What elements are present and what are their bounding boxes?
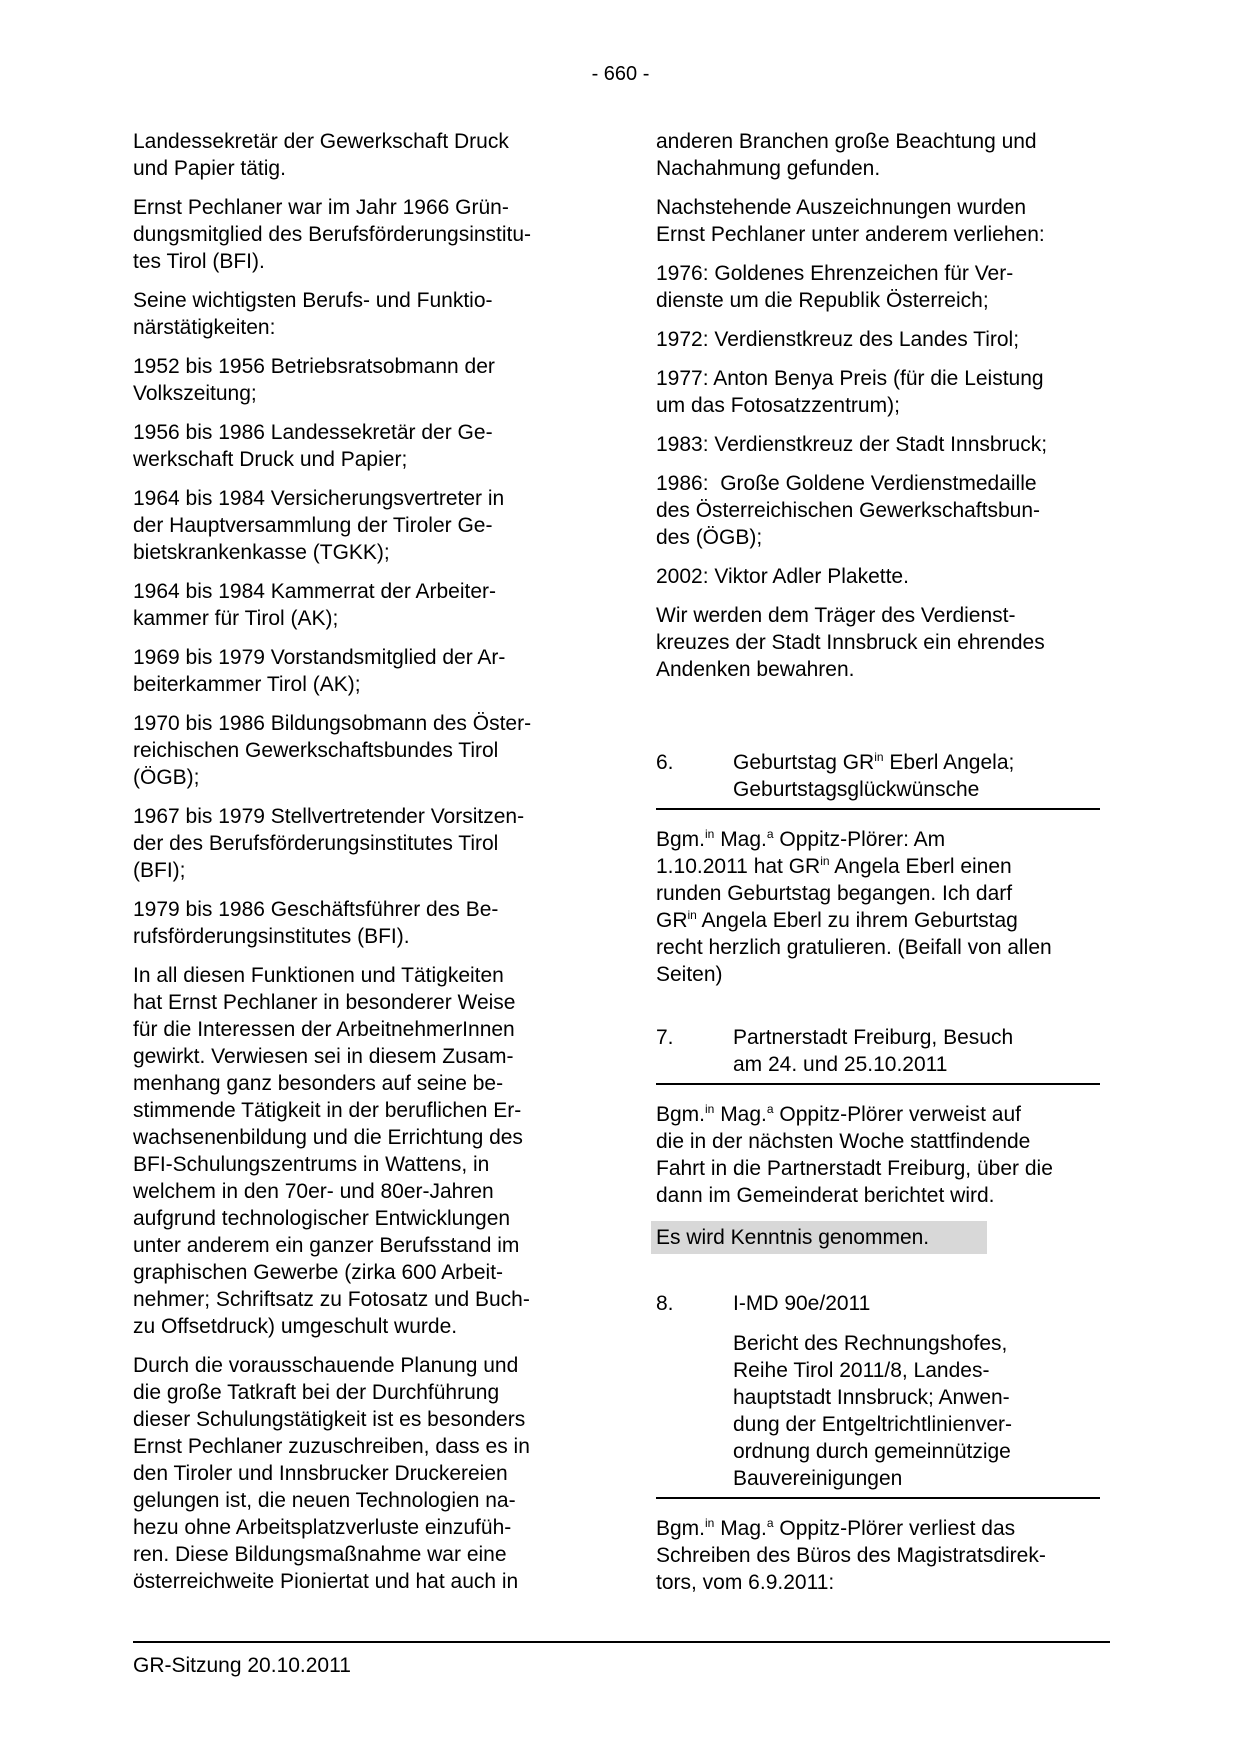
right-column bbox=[656, 128, 1100, 1608]
page-footer: GR-Sitzung 20.10.2011 bbox=[133, 1654, 351, 1677]
paragraph: Landessekretär der Gewerkschaft Druck und Papier tätig. bbox=[133, 130, 509, 180]
agenda-item-number: 7. bbox=[656, 1026, 674, 1049]
page-number: - 660 - bbox=[591, 63, 650, 85]
paragraph: 1977: Anton Benya Preis (für die Leistung um das Fotosatzzentrum); bbox=[656, 367, 1044, 417]
agenda-item-number: 6. bbox=[656, 751, 674, 774]
agenda-item-title: Geburtstag $GR^{in}$ Eberl Angela; Geburtstagsglückwünsche bbox=[733, 750, 1015, 801]
paragraph: 1952 bis 1956 Betriebsratsobmann der Volkszeitung; bbox=[133, 355, 495, 405]
agenda-item-heading bbox=[656, 749, 1100, 810]
paragraph: 1976: Goldenes Ehrenzeichen für Ver- dienste um die Republik Österreich; bbox=[656, 262, 1014, 312]
agenda-item-reference: I-MD 90e/2011 bbox=[733, 1292, 871, 1315]
paragraph: 2002: Viktor Adler Plakette. bbox=[656, 565, 909, 588]
agenda-item-body: Bgm.$^{in}$ Mag.$^a$ Oppitz-Plörer verweist auf die in der nächsten Woche stattfindende Fahrt in die Partnerstadt Freiburg, über die dann im Gemeinderat berichtet wird. bbox=[656, 1102, 1053, 1207]
agenda-item-body: Bgm.$^{in}$ Mag.$^a$ Oppitz-Plörer: Am 1.10.2011 hat $GR^{in}$ Angela Eberl einen runden Geburtstag begangen. Ich darf $GR^{in}$ Angela Eberl zu ihrem Geburtstag recht herzlich gratulieren. (Beifall von allen Seiten) bbox=[656, 827, 1052, 986]
paragraph: 1964 bis 1984 Versicherungsvertreter in der Hauptversammlung der Tiroler Ge- bietskrankenkasse (TGKK); bbox=[133, 487, 505, 564]
agenda-item-number: 8. bbox=[656, 1292, 674, 1315]
paragraph: Ernst Pechlaner war im Jahr 1966 Grün- dungsmitglied des Berufsförderungsinstitu- tes Tirol (BFI). bbox=[133, 196, 532, 273]
paragraph: 1979 bis 1986 Geschäftsführer des Be- rufsförderungsinstitutes (BFI). bbox=[133, 898, 499, 948]
paragraph: anderen Branchen große Beachtung und Nachahmung gefunden. bbox=[656, 130, 1037, 180]
paragraph: 1983: Verdienstkreuz der Stadt Innsbruck; bbox=[656, 433, 1048, 456]
agenda-item-title: Partnerstadt Freiburg, Besuch am 24. und 25.10.2011 bbox=[733, 1026, 1014, 1076]
paragraph: 1970 bis 1986 Bildungsobmann des Öster- reichischen Gewerkschaftsbundes Tirol (ÖGB); bbox=[133, 712, 532, 789]
agenda-item-title: Bericht des Rechnungshofes, Reihe Tirol 2011/8, Landes- hauptstadt Innsbruck; Anwen- dung der Entgeltrichtlinienver- ordnung durch gemeinnützige Bauvereinigungen bbox=[733, 1332, 1012, 1490]
agenda-heading-row bbox=[656, 749, 1100, 803]
paragraph: 1956 bis 1986 Landessekretär der Ge- werkschaft Druck und Papier; bbox=[133, 421, 493, 471]
paragraph: Wir werden dem Träger des Verdienst- kreuzes der Stadt Innsbruck ein ehrendes Andenken bewahren. bbox=[656, 604, 1045, 681]
paragraph: In all diesen Funktionen und Tätigkeiten hat Ernst Pechlaner in besonderer Weise für die Interessen der ArbeitnehmerInnen gewirkt. Verwiesen sei in diesem Zusam- menhang ganz besonders auf seine be- stimmende Tätigkeit in der beruflichen Er- wachsenenbildung und die Errichtung des BFI-Schulungszentrums in Wattens, in welchem in den 70er- und 80er-Jahren aufgrund technologischer Entwicklungen unter anderem ein ganzer Berufsstand im graphischen Gewerbe (zirka 600 Arbeit- nehmer; Schriftsatz zu Fotosatz und Buch- zu Offsetdruck) umgeschult wurde. bbox=[133, 964, 530, 1338]
agenda-item-7 bbox=[656, 1024, 1100, 1254]
agenda-heading-row bbox=[656, 1024, 1100, 1078]
footer-divider bbox=[133, 1641, 1110, 1643]
agenda-item-8 bbox=[656, 1290, 1100, 1596]
agenda-item-body: Bgm.$^{in}$ Mag.$^a$ Oppitz-Plörer verliest das Schreiben des Büros des Magistratsdirek- tors, vom 6.9.2011: bbox=[656, 1516, 1046, 1594]
agenda-item-6 bbox=[656, 749, 1100, 988]
paragraph: Seine wichtigsten Berufs- und Funktio- närstätigkeiten: bbox=[133, 289, 493, 339]
paragraph: 1986: Große Goldene Verdienstmedaille des Österreichischen Gewerkschaftsbun- des (ÖGB); bbox=[656, 472, 1040, 549]
agenda-item-heading bbox=[656, 1290, 1100, 1499]
paragraph: Durch die vorausschauende Planung und die große Tatkraft bei der Durchführung dieser Schulungstätigkeit ist es besonders Ernst Pechlaner zuzuschreiben, dass es in den Tiroler und Innsbrucker Druckereien gelungen ist, die neuen Technologien na- hezu ohne Arbeitsplatzverluste einzufüh- ren. Diese Bildungsmaßnahme war eine österreichweite Pioniertat und hat auch in bbox=[133, 1354, 530, 1593]
paragraph: 1969 bis 1979 Vorstandsmitglied der Ar- beiterkammer Tirol (AK); bbox=[133, 646, 506, 696]
paragraph: 1967 bis 1979 Stellvertretender Vorsitzen- der des Berufsförderungsinstitutes Tirol (BFI); bbox=[133, 805, 525, 882]
paragraph: 1964 bis 1984 Kammerrat der Arbeiter- kammer für Tirol (AK); bbox=[133, 580, 497, 630]
agenda-item-heading bbox=[656, 1024, 1100, 1085]
left-column bbox=[133, 128, 569, 1607]
resolution-highlight: Es wird Kenntnis genommen. bbox=[651, 1221, 987, 1254]
agenda-heading-row bbox=[656, 1290, 1100, 1317]
paragraph: 1972: Verdienstkreuz des Landes Tirol; bbox=[656, 328, 1020, 351]
paragraph: Nachstehende Auszeichnungen wurden Ernst Pechlaner unter anderem verliehen: bbox=[656, 196, 1045, 246]
